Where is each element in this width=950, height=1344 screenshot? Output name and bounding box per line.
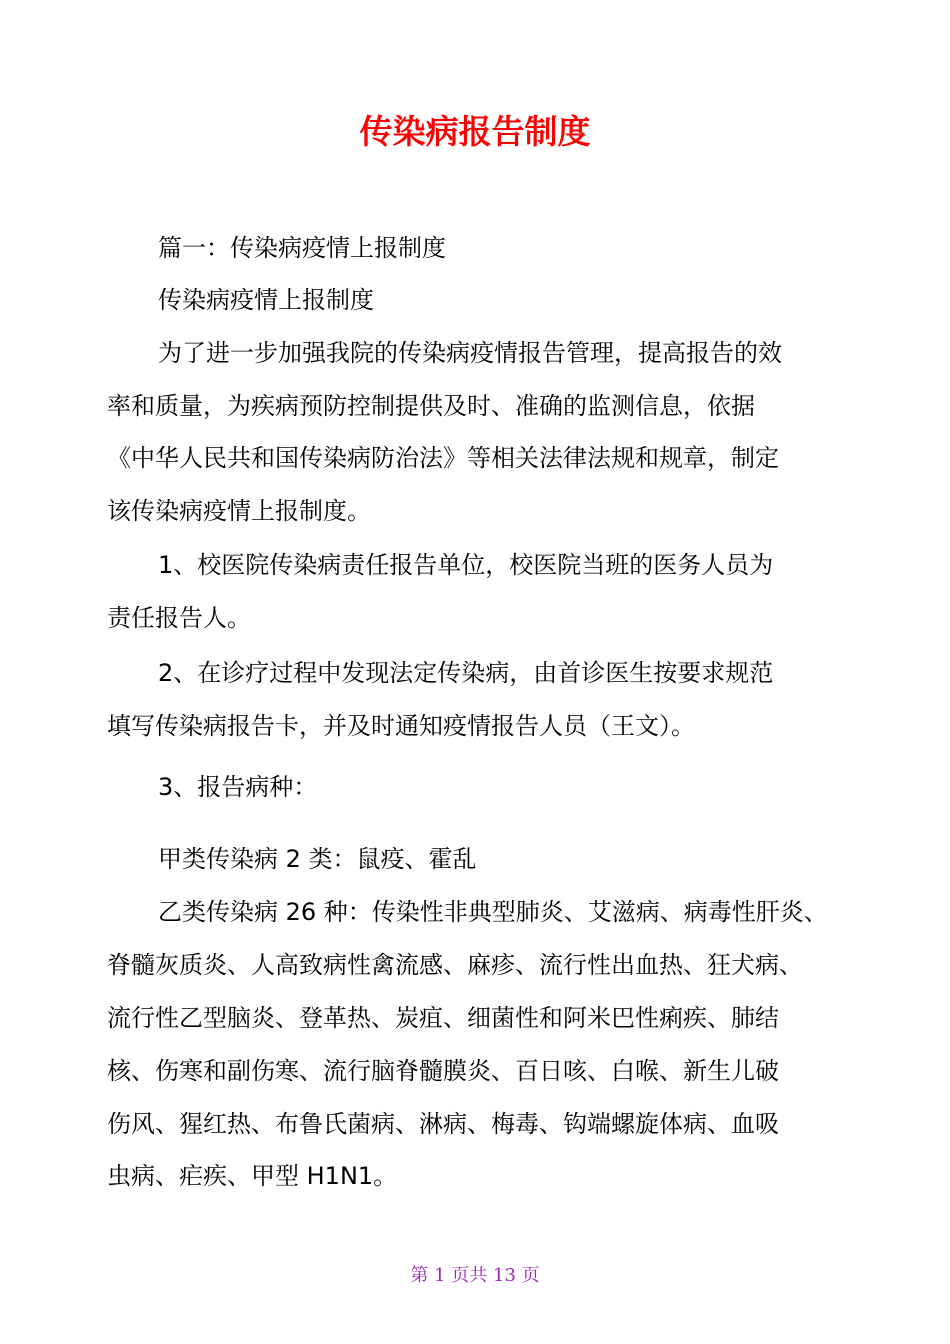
paragraph-line: 流行性乙型脑炎、登革热、炭疽、细菌性和阿米巴性痢疾、肺结 bbox=[107, 1004, 779, 1032]
paragraph-line: 率和质量，为疾病预防控制提供及时、准确的监测信息，依据 bbox=[107, 392, 755, 420]
paragraph-line: 1、校医院传染病责任报告单位，校医院当班的医务人员为 bbox=[158, 551, 774, 579]
paragraph-line: 脊髓灰质炎、人高致病性禽流感、麻疹、流行性出血热、狂犬病、 bbox=[107, 951, 803, 979]
paragraph-line: 伤风、猩红热、布鲁氏菌病、淋病、梅毒、钩端螺旋体病、血吸 bbox=[107, 1110, 779, 1138]
paragraph-line: 乙类传染病 26 种：传染性非典型肺炎、艾滋病、病毒性肝炎、 bbox=[158, 898, 828, 926]
paragraph-line: 3、报告病种： bbox=[158, 773, 318, 801]
paragraph-line: 2、在诊疗过程中发现法定传染病，由首诊医生按要求规范 bbox=[158, 659, 774, 687]
paragraph-line: 填写传染病报告卡，并及时通知疫情报告人员（王文）。 bbox=[107, 712, 695, 740]
paragraph-line: 该传染病疫情上报制度。 bbox=[107, 497, 371, 525]
paragraph-line: 虫病、疟疾、甲型 H1N1。 bbox=[107, 1162, 398, 1190]
paragraph-line: 核、伤寒和副伤寒、流行脑脊髓膜炎、百日咳、白喉、新生儿破 bbox=[107, 1057, 779, 1085]
section-heading: 篇一：传染病疫情上报制度 bbox=[158, 234, 446, 262]
paragraph-line: 甲类传染病 2 类：鼠疫、霍乱 bbox=[158, 845, 477, 873]
paragraph-line: 为了进一步加强我院的传染病疫情报告管理，提高报告的效 bbox=[158, 339, 782, 367]
paragraph-line: 责任报告人。 bbox=[107, 604, 251, 632]
subsection-title: 传染病疫情上报制度 bbox=[158, 286, 374, 314]
page-title: 传染病报告制度 bbox=[359, 112, 591, 151]
paragraph-line: 《中华人民共和国传染病防治法》等相关法律法规和规章，制定 bbox=[107, 444, 779, 472]
page-number-footer: 第 1 页共 13 页 bbox=[410, 1265, 540, 1286]
